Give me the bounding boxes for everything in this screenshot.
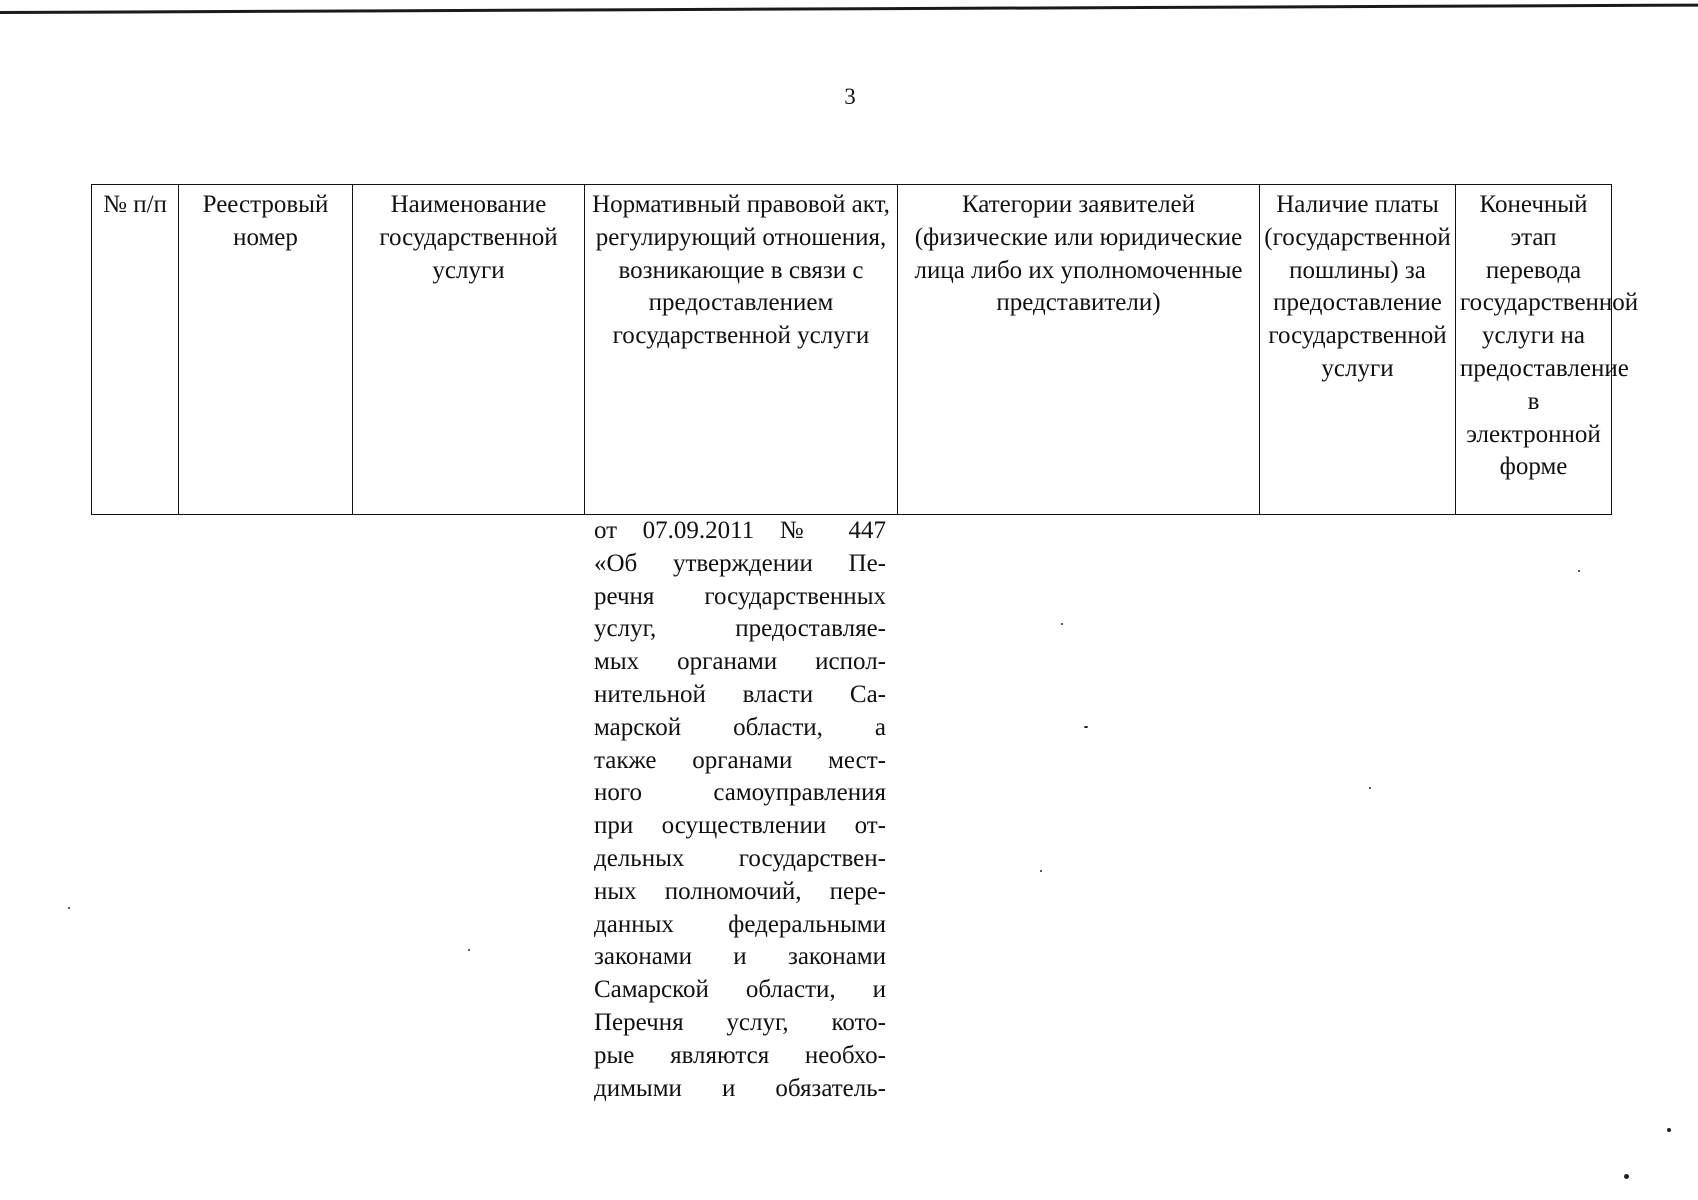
header-applicant-categories: Категории заявителей (физические или юридические лица либо их уполномоченные представители) (898, 185, 1260, 515)
header-number: № п/п (92, 185, 179, 515)
text-line: законами и законами (594, 943, 886, 971)
scan-speck (1624, 1174, 1629, 1179)
scan-speck (1578, 570, 1580, 572)
text-line: речня государственных (594, 582, 886, 610)
legal-act-continuation (594, 515, 886, 1105)
header-fee: Наличие платы (государственной пошлины) за предоставление государственной услуги (1260, 185, 1456, 515)
text-line: услуг, предоставляе- (594, 615, 886, 643)
text-line: мых органами испол- (594, 648, 886, 676)
header-legal-act: Нормативный правовой акт, регулирующий отношения, возникающие в связи с предоставлением государственной услуги (585, 185, 898, 515)
scan-speck (68, 907, 70, 909)
header-service-name: Наименование государственной услуги (353, 185, 585, 515)
scan-speck (468, 949, 470, 951)
text-line: Самарской области, и (594, 976, 886, 1004)
text-line: данных федеральными (594, 910, 886, 938)
scan-top-edge (0, 0, 1698, 14)
scan-speck (1369, 787, 1371, 789)
services-table (91, 184, 1639, 515)
text-line: ных полномочий, пере- (594, 877, 886, 905)
text-line: от 07.09.2011 № 447 (594, 517, 886, 544)
scan-speck (1667, 1128, 1671, 1132)
scan-speck (1061, 623, 1063, 625)
text-line: рые являются необхо- (594, 1041, 886, 1069)
text-line: марской области, а (594, 713, 886, 741)
header-registry-number: Реестровый номер (179, 185, 353, 515)
text-line: также органами мест- (594, 746, 886, 774)
text-line: ного самоуправления (594, 779, 886, 807)
text-line: «Об утверждении Пе- (594, 549, 886, 577)
text-line: при осуществлении от- (594, 812, 886, 840)
text-line: Перечня услуг, кото- (594, 1008, 886, 1036)
scan-speck (1084, 726, 1088, 728)
text-line: нительной власти Са- (594, 680, 886, 708)
scan-speck (1040, 870, 1042, 872)
table-header-row (92, 185, 1612, 515)
page-number: 3 (844, 84, 856, 109)
header-final-stage: Конечный этап перевода государственной услуги на предоставление в электронной форме (1456, 185, 1612, 515)
text-line: димыми и обязатель- (594, 1074, 886, 1102)
text-line: дельных государствен- (594, 844, 886, 872)
